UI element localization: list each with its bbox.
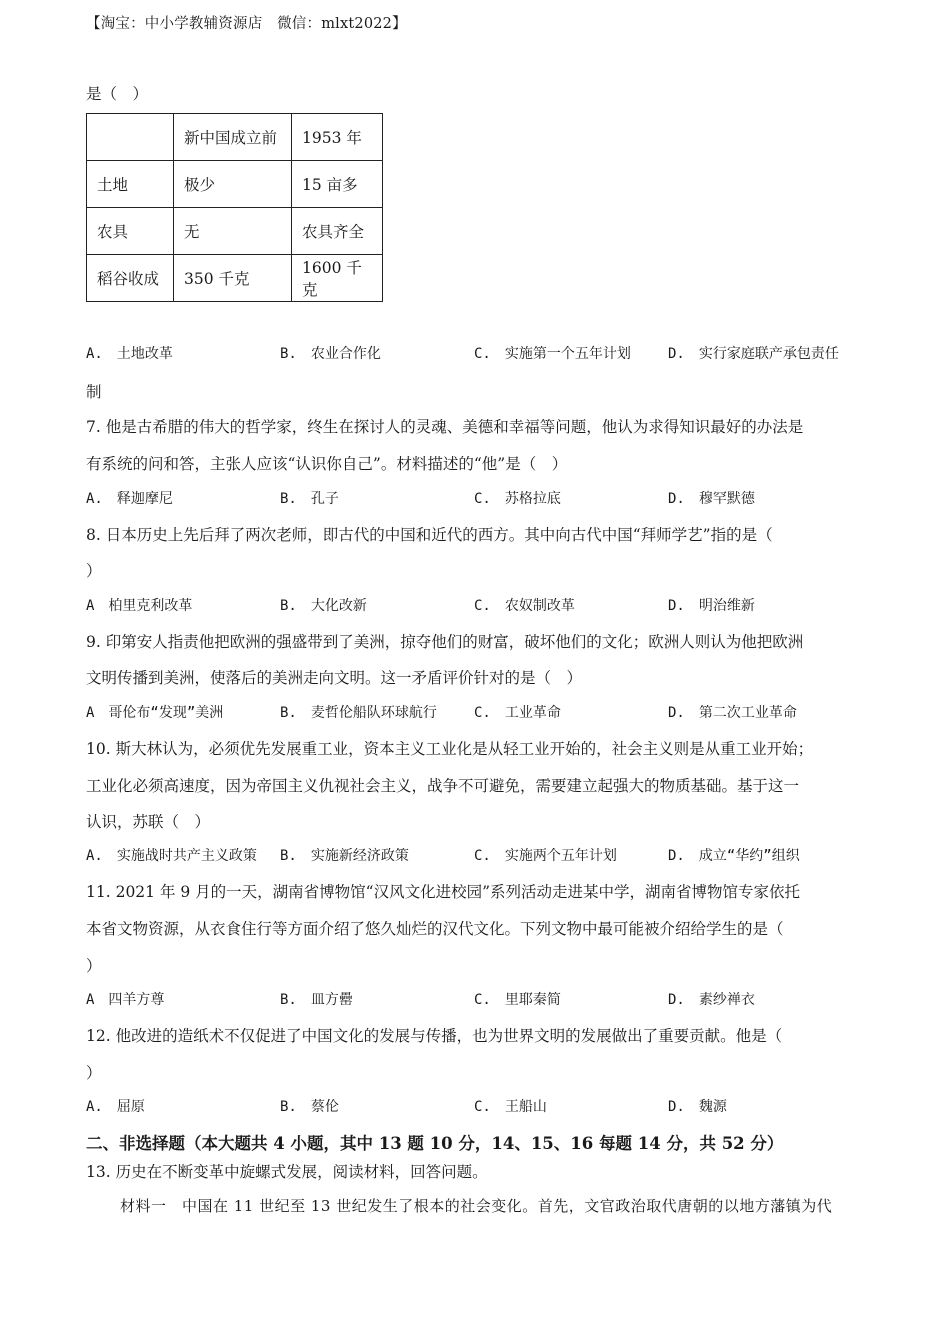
q12-option-d: D. 魏源 [668, 1099, 727, 1115]
table-cell: 稻谷收成 [87, 255, 174, 302]
q8-option-d: D. 明治维新 [668, 598, 755, 614]
q6-option-a: A. 土地改革 [86, 346, 173, 362]
table-cell: 土地 [87, 161, 174, 208]
q9-stem-line1: 9. 印第安人指责他把欧洲的强盛带到了美洲，掠夺他们的财富，破坏他们的文化；欧洲人则认为他把欧洲 [86, 633, 804, 651]
q6-option-b: B. 农业合作化 [280, 346, 381, 362]
q6-option-d: D. 实行家庭联产承包责任 [668, 346, 839, 362]
q9-option-d: D. 第二次工业革命 [668, 705, 797, 721]
q12-option-c: C. 王船山 [474, 1099, 547, 1115]
q7-option-c: C. 苏格拉底 [474, 491, 561, 507]
question-6-tail: 是（ ） [86, 85, 149, 103]
q7-option-b: B. 孔子 [280, 491, 339, 507]
table-cell: 新中国成立前 [174, 114, 292, 161]
q7-option-d: D. 穆罕默德 [668, 491, 755, 507]
q7-option-a: A. 释迦摩尼 [86, 491, 173, 507]
q7-stem-line1: 7. 他是古希腊的伟大的哲学家，终生在探讨人的灵魂、美德和幸福等问题，他认为求得知识最好的办法是 [86, 418, 804, 436]
q13-stem-line1: 13. 历史在不断变革中旋螺式发展，阅读材料，回答问题。 [86, 1163, 488, 1181]
q10-option-c: C. 实施两个五年计划 [474, 848, 617, 864]
q11-stem-line3: ） [86, 957, 102, 975]
q10-stem-line3: 认识，苏联（ ） [86, 813, 211, 831]
table-cell [87, 114, 174, 161]
q11-stem-line1: 11. 2021 年 9 月的一天，湖南省博物馆“汉风文化进校园”系列活动走进某中学，湖南省博物馆专家依托 [86, 883, 801, 901]
q6-option-c: C. 实施第一个五年计划 [474, 346, 631, 362]
table-row [87, 161, 383, 208]
table-cell: 农具 [87, 208, 174, 255]
q10-stem-line1: 10. 斯大林认为，必须优先发展重工业，资本主义工业化是从轻工业开始的，社会主义则是从重工业开始； [86, 740, 814, 758]
q7-stem-line2: 有系统的问和答，主张人应该“认识你自己”。材料描述的“他”是（ ） [86, 455, 568, 473]
table-cell: 无 [174, 208, 292, 255]
q11-option-a: A 四羊方尊 [86, 992, 165, 1008]
q13-material-1: 材料一 中国在 11 世纪至 13 世纪发生了根本的社会变化。首先，文官政治取代唐朝的以地方藩镇为代 [120, 1197, 833, 1215]
table-cell: 350 千克 [174, 255, 292, 302]
q12-option-b: B. 蔡伦 [280, 1099, 339, 1115]
table-cell: 1600 千克 [292, 255, 383, 302]
table-cell: 15 亩多 [292, 161, 383, 208]
table-cell: 农具齐全 [292, 208, 383, 255]
q10-stem-line2: 工业化必须高速度，因为帝国主义仇视社会主义，战争不可避免，需要建立起强大的物质基础。基于这一 [86, 777, 800, 795]
q10-option-d: D. 成立“华约”组织 [668, 848, 800, 864]
data-table [86, 113, 383, 302]
q11-stem-line2: 本省文物资源，从衣食住行等方面介绍了悠久灿烂的汉代文化。下列文物中最可能被介绍给学生的是（ [86, 920, 784, 938]
q9-stem-line2: 文明传播到美洲，使落后的美洲走向文明。这一矛盾评价针对的是（ ） [86, 669, 583, 687]
table-header-row [87, 114, 383, 161]
q10-option-b: B. 实施新经济政策 [280, 848, 409, 864]
table-row [87, 208, 383, 255]
q12-option-a: A. 屈原 [86, 1099, 145, 1115]
q8-option-b: B. 大化改新 [280, 598, 367, 614]
q8-stem-line2: ） [86, 562, 102, 580]
q6-option-wrap: 制 [86, 383, 102, 401]
q9-option-c: C. 工业革命 [474, 705, 561, 721]
q8-option-c: C. 农奴制改革 [474, 598, 575, 614]
q9-option-b: B. 麦哲伦船队环球航行 [280, 705, 437, 721]
section-heading: 二、非选择题（本大题共 4 小题，其中 13 题 10 分，14、15、16 每题 14 分，共 52 分） [86, 1134, 784, 1153]
table-cell: 1953 年 [292, 114, 383, 161]
q12-stem-line1: 12. 他改进的造纸术不仅促进了中国文化的发展与传播，也为世界文明的发展做出了重要贡献。他是（ [86, 1027, 783, 1045]
q11-option-b: B. 皿方罍 [280, 992, 353, 1008]
q9-option-a: A 哥伦布“发现”美洲 [86, 705, 224, 721]
q11-option-c: C. 里耶秦简 [474, 992, 561, 1008]
q12-stem-line2: ） [86, 1064, 102, 1082]
q11-option-d: D. 素纱禅衣 [668, 992, 755, 1008]
q8-option-a: A 柏里克利改革 [86, 598, 193, 614]
q10-option-a: A. 实施战时共产主义政策 [86, 848, 257, 864]
table-cell: 极少 [174, 161, 292, 208]
table-row [87, 255, 383, 302]
q8-stem-line1: 8. 日本历史上先后拜了两次老师，即古代的中国和近代的西方。其中向古代中国“拜师学艺”指的是（ [86, 526, 773, 544]
page-header: 【淘宝：中小学教辅资源店 微信：mlxt2022】 [86, 16, 407, 32]
